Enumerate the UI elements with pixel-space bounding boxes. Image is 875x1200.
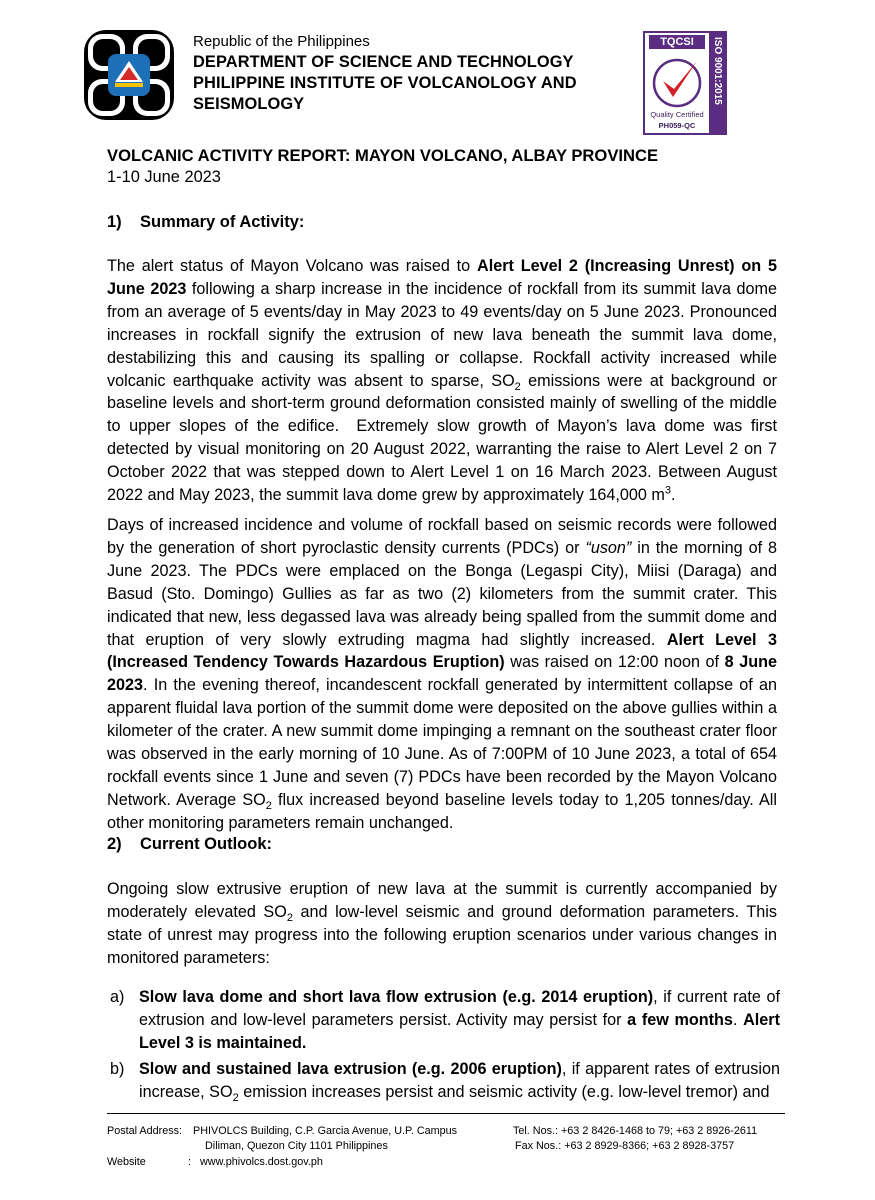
scenario-item-a: a) Slow lava dome and short lava flow extrusion (e.g. 2014 eruption), if current rate of extrusion and low-level parameters persist. Activity may persist for a few months. Alert Level 3 is maintained. [110, 988, 780, 1052]
phivolcs-logo [84, 30, 174, 120]
website-label: Website [107, 1156, 146, 1168]
badge-code: PH059-QC [658, 121, 696, 130]
republic-line: Republic of the Philippines [193, 33, 370, 50]
section-1-title: Summary of Activity: [140, 213, 305, 231]
footer-divider [107, 1113, 785, 1114]
summary-paragraph-2: Days of increased incidence and volume of rockfall based on seismic records were followed by the generation of short pyroclastic density currents (PDCs) or “uson” in the morning of 8 June 2023. The PDCs were emplaced on the Bonga (Legaspi City), Miisi (Daraga) and Basud (Sto. Domingo) Gullies as far as two (2) kilometers from the summit crater. This indicated that new, less degassed lava was already being spalled from the summit dome and that eruption of very slowly extruding magma had slightly increased. Alert Level 3 (Increased Tendency Towards Hazardous Eruption) was raised on 12:00 noon of 8 June 2023. In the evening thereof, incandescent rockfall generated by intermittent collapse of an apparent fluidal lava portion of the summit dome were deposited on the above gullies within a kilometer of the crater. A new summit dome impinging a remnant on the southeast crater floor was observed in the early morning of 10 June. As of 7:00PM of 10 June 2023, a total of 654 rockfall events since 1 June and seven (7) PDCs have been recorded by the Mayon Volcano Network. Average $SO_2$ flux increased beyond baseline levels today to 1,205 tonnes/day. All other monitoring parameters remain unchanged. [107, 516, 777, 832]
scenario-marker: a) [110, 988, 125, 1006]
website-link[interactable]: www.phivolcs.dost.gov.ph [200, 1156, 323, 1168]
postal-address-line2: Diliman, Quezon City 1101 Philippines [205, 1140, 388, 1152]
report-title: VOLCANIC ACTIVITY REPORT: MAYON VOLCANO, ALBAY PROVINCE [107, 146, 659, 165]
website-separator: : [188, 1156, 191, 1168]
section-2-number: 2) [107, 835, 122, 853]
section-1-heading [107, 213, 304, 232]
report-date: 1-10 June 2023 [107, 168, 221, 186]
department-name: DEPARTMENT OF SCIENCE AND TECHNOLOGY [193, 53, 574, 71]
section-2-title: Current Outlook: [140, 835, 272, 853]
postal-label: Postal Address: [107, 1125, 183, 1137]
iso-certification-badge [643, 31, 727, 135]
badge-iso-standard: ISO 9001:2015 [712, 37, 723, 105]
section-1-number: 1) [107, 213, 122, 231]
postal-address-line1: PHIVOLCS Building, C.P. Garcia Avenue, U.P. Campus [193, 1125, 458, 1137]
scenario-item-b: b) Slow and sustained lava extrusion (e.g. 2006 eruption), if apparent rates of extrusion increase, $SO_2$ emission increases persist and seismic activity (e.g. low-level tremor) and [110, 1060, 780, 1105]
scenario-marker: b) [110, 1060, 125, 1078]
institute-name-line1: PHILIPPINE INSTITUTE OF VOLCANOLOGY AND [193, 74, 577, 92]
telephone-numbers: Tel. Nos.: +63 2 8426-1468 to 79; +63 2 8926-2611 [513, 1125, 758, 1137]
section-2-heading [107, 835, 272, 854]
badge-brand: TQCSI [660, 36, 694, 48]
badge-caption: Quality Certified [650, 110, 704, 119]
fax-numbers: Fax Nos.: +63 2 8929-8366; +63 2 8928-3757 [515, 1140, 735, 1152]
summary-paragraph-1: The alert status of Mayon Volcano was raised to Alert Level 2 (Increasing Unrest) on 5 June 2023 following a sharp increase in the incidence of rockfall from its summit lava dome from an average of 5 events/day in May 2023 to 49 events/day on 5 June 2023. Pronounced increases in rockfall signify the extrusion of new lava beneath the summit lava dome, destabilizing this and causing its spalling or collapse. Rockfall activity increased while volcanic earthquake activity was absent to sparse, $SO_2$ emissions were at background or baseline levels and short-term ground deformation consisted mainly of swelling of the middle to upper slopes of the edifice. Extremely slow growth of Mayon’s lava dome was first detected by visual monitoring on 20 August 2022, warranting the raise to Alert Level 2 on 7 October 2022 that was stepped down to Alert Level 1 on 16 March 2023. Between August 2022 and May 2023, the summit lava dome grew by approximately 164,000 $m^3$. [107, 257, 778, 505]
institute-name-line2: SEISMOLOGY [193, 95, 305, 113]
outlook-paragraph: Ongoing slow extrusive eruption of new lava at the summit is currently accompanied by moderately elevated $SO_2$ and low-level seismic and ground deformation parameters. This state of unrest may progress into the following eruption scenarios under various changes in monitored parameters: [107, 880, 777, 967]
